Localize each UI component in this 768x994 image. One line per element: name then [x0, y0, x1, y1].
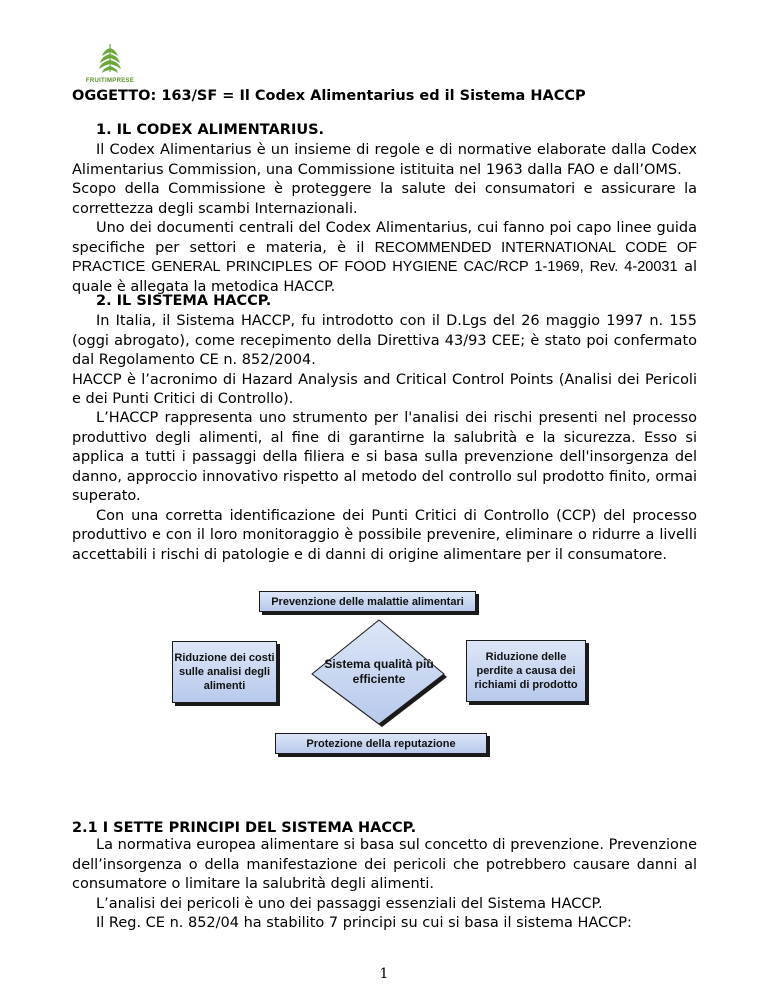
palm-leaf-icon — [99, 44, 121, 73]
paragraph: HACCP è l’acronimo di Hazard Analysis and Critical Control Points (Analisi dei Pericoli e dei Punti Critici di Controllo). — [72, 371, 697, 407]
paragraph — [72, 219, 697, 297]
section-heading-haccp: 2. IL SISTEMA HACCP. — [96, 293, 272, 309]
paragraph-text: al quale è allegata la metodica HACCP. — [72, 259, 697, 295]
diagram-center-label: Sistema qualità più efficiente — [324, 657, 434, 686]
paragraph: L’HACCP rappresenta uno strumento per l'analisi dei rischi presenti nel processo produttivo degli alimenti, al fine di garantirne la salubrità e la sicurezza. Esso si applica a tutti i passaggi della filiera e si basa sulla prevenzione dell'insorgenza del danno, approccio innovativo rispetto al metodo del controllo sul prodotto finito, ormai superato. — [72, 410, 697, 504]
document-subject: OGGETTO: 163/SF = Il Codex Alimentarius ed il Sistema HACCP — [72, 88, 586, 104]
section-heading-codex: 1. IL CODEX ALIMENTARIUS. — [96, 122, 325, 138]
paragraph-text: Uno dei documenti centrali del Codex Alimentarius, cui fanno poi capo linee guida specifiche per settori e materia, è il — [72, 220, 697, 256]
paragraph: In Italia, il Sistema HACCP, fu introdotto con il D.Lgs del 26 maggio 1997 n. 155 (oggi abrogato), come recepimento della Direttiva 43/93 CEE; è stato poi confermato dal Regolamento CE n. 852/2004. — [72, 313, 697, 368]
section-heading-principles: 2.1 I SETTE PRINCIPI DEL SISTEMA HACCP. — [72, 820, 417, 836]
diagram-box-right: Riduzione delle perdite a causa dei richiami di prodotto — [466, 640, 586, 702]
paragraph: Scopo della Commissione è proteggere la salute dei consumatori e assicurare la correttezza degli scambi Internazionali. — [72, 181, 697, 217]
paragraph: L’analisi dei pericoli è uno dei passaggi essenziali del Sistema HACCP. — [96, 895, 603, 912]
section-body-principles — [72, 836, 697, 934]
logo-text: FRUITIMPRESE — [85, 78, 135, 84]
paragraph: Il Codex Alimentarius è un insieme di regole e di normative elaborate dalla Codex Alimentarius Commission, una Commissione istituita nel 1963 dalla FAO e dall’OMS. — [72, 142, 697, 178]
diagram-box-bottom: Protezione della reputazione — [275, 733, 487, 754]
section-body-codex — [72, 141, 697, 297]
paragraph: Il Reg. CE n. 852/04 ha stabilito 7 principi su cui si basa il sistema HACCP: — [96, 915, 632, 931]
diagram-box-top: Prevenzione delle malattie alimentari — [259, 591, 476, 612]
paragraph: La normativa europea alimentare si basa sul concetto di prevenzione. Prevenzione dell’insorgenza o della manifestazione dei pericoli che potrebbero causare danni al consumatore o limitare la salubrità degli alimenti. — [72, 837, 697, 892]
section-body-haccp — [72, 409, 697, 565]
paragraph: Con una corretta identificazione dei Punti Critici di Controllo (CCP) del processo produttivo e con il loro monitoraggio è possibile prevenire, eliminare o ridurre a livelli accettabili i rischi di patologie e di danni di origine alimentare per il consumatore. — [72, 507, 697, 563]
diagram-box-left: Riduzione dei costi sulle analisi degli alimenti — [172, 641, 277, 703]
document-reference: RECOMMENDED INTERNATIONAL CODE OF PRACTICE GENERAL PRINCIPLES OF FOOD HYGIENE CAC/RCP 1-1969, Rev. 4-20031 — [72, 239, 697, 275]
page-number: 1 — [379, 966, 389, 982]
section-body-haccp-intro — [72, 312, 697, 410]
